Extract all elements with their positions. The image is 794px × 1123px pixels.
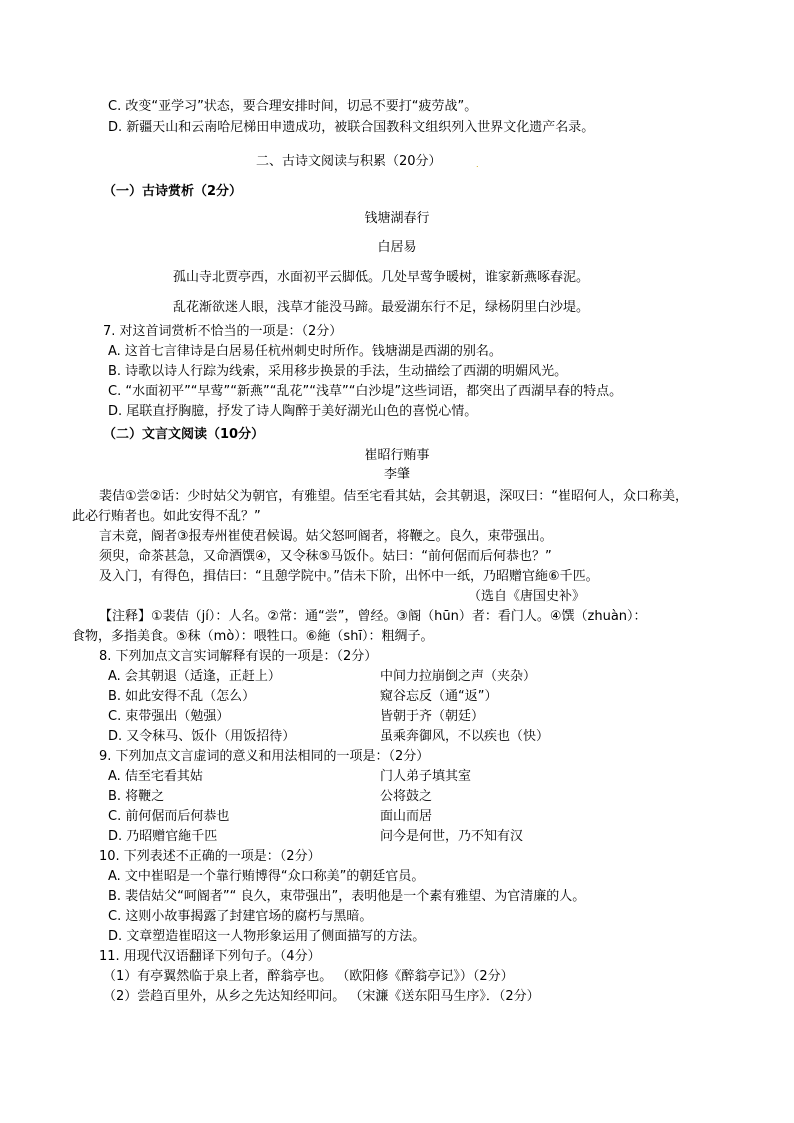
question-8-a-left: A. 会其朝退（适逢，正赶上） <box>108 669 281 684</box>
question-8: 8. 下列加点文言实词解释有误的一项是：（2分） <box>99 649 378 664</box>
question-11-item-2: （2）尝趋百里外，从乡之先达知经叩问。 （宋濂《送东阳马生序》．（2分） <box>103 989 540 1004</box>
option-d: D. 新疆天山和云南哈尼梯田申遗成功，被联合国教科文组织列入世界文化遗产名录。 <box>108 120 595 135</box>
poem-author: 白居易 <box>377 240 417 255</box>
poetry-heading: （一）古诗赏析（2分） <box>103 184 243 199</box>
passage-line-4: 须臾，命茶甚急，又命酒馔④，又令秣⑤马饭仆。姑曰：“前何倨而后何恭也？” <box>99 549 552 564</box>
question-8-d-left: D. 又令秣马、饭仆（用饭招待） <box>108 729 296 744</box>
classical-heading: （二）文言文阅读（10分） <box>103 427 265 442</box>
question-11: 11. 用现代汉语翻译下列句子。（4分） <box>99 949 321 964</box>
question-9-b-left: B. 将鞭之 <box>108 789 165 804</box>
passage-source: （选自《唐国史补》 <box>468 589 586 604</box>
section-title: 二、古诗文阅读与积累（20分） <box>256 154 442 169</box>
question-7-option-a: A. 这首七言律诗是白居易任杭州刺史时所作。钱塘湖是西湖的别名。 <box>108 344 502 359</box>
question-8-a-right: 中间力拉崩倒之声（夹杂） <box>380 669 537 684</box>
question-8-c-left: C. 束带强出（勉强） <box>108 709 230 724</box>
question-10: 10. 下列表述不正确的一项是：（2分） <box>99 849 321 864</box>
notes-line-1: 【注释】①裴佶（jí）：人名。②常：通“尝”，曾经。③阍（hūn）者：看门人。④馔（zhuàn）： <box>99 609 647 624</box>
poem-title: 钱塘湖春行 <box>364 211 430 226</box>
question-8-c-right: 皆朝于齐（朝廷） <box>380 709 485 724</box>
question-9-c-right: 面山而居 <box>380 809 433 824</box>
question-9-d-right: 问今是何世，乃不知有汉 <box>380 829 524 844</box>
question-10-option-d: D. 文章塑造崔昭这一人物形象运用了侧面描写的方法。 <box>108 929 426 944</box>
question-8-b-right: 窥谷忘反（通“返”） <box>380 689 498 704</box>
question-7-option-d: D. 尾联直抒胸臆，抒发了诗人陶醉于美好湖光山色的喜悦心情。 <box>108 404 478 419</box>
question-9-b-right: 公将鼓之 <box>380 789 433 804</box>
question-9: 9. 下列加点文言虚词的意义和用法相同的一项是：（2分） <box>99 749 430 764</box>
question-10-option-a: A. 文中崔昭是一个靠行贿博得“众口称美”的朝廷官员。 <box>108 869 425 884</box>
option-c: C. 改变“亚学习”状态，要合理安排时间，切忌不要打“疲劳战”。 <box>108 99 478 114</box>
stray-mark: . <box>476 160 479 169</box>
question-9-a-left: A. 佶至宅看其姑 <box>108 769 203 784</box>
question-7-option-c: C. “水面初平”“早莺”“新燕”“乱花”“浅草”“白沙堤”这些词语，都突出了西湖早春的特点。 <box>108 384 623 399</box>
question-9-a-right: 门人弟子填其室 <box>380 769 472 784</box>
passage-line-5: 及入门，有得色，揖佶曰：“且憩学院中。”佶未下阶，出怀中一纸，乃昭赠官絁⑥千匹。 <box>99 569 599 584</box>
poem-line-1: 孤山寺北贾亭西，水面初平云脚低。几处早莺争暖树，谁家新燕啄春泥。 <box>173 270 590 285</box>
question-7: 7. 对这首词赏析不恰当的一项是：（2分） <box>103 324 343 339</box>
passage-line-2: 此必行贿者也。如此安得不乱？” <box>72 509 261 524</box>
question-11-item-1: （1）有亭翼然临于泉上者，醉翁亭也。 （欧阳修《醉翁亭记》）（2分） <box>103 969 514 984</box>
question-9-c-left: C. 前何倨而后何恭也 <box>108 809 230 824</box>
question-8-b-left: B. 如此安得不乱（怎么） <box>108 689 256 704</box>
question-9-d-left: D. 乃昭赠官絁千匹 <box>108 829 218 844</box>
question-7-option-b: B. 诗歌以诗人行踪为线索，采用移步换景的手法，生动描绘了西湖的明媚风光。 <box>108 364 568 379</box>
poem-line-2: 乱花渐欲迷人眼，浅草才能没马蹄。最爱湖东行不足，绿杨阴里白沙堤。 <box>173 300 590 315</box>
question-10-option-c: C. 这则小故事揭露了封建官场的腐朽与黑暗。 <box>108 909 373 924</box>
question-10-option-b: B. 裴佶姑父“呵阍者”“ 良久，束带强出”，表明他是一个素有雅望、为官清廉的人。 <box>108 889 586 904</box>
notes-line-2: 食物，多指美食。⑤秣（mò）：喂牲口。⑥絁（shī）：粗绸子。 <box>72 629 434 644</box>
question-8-d-right: 虽乘奔御风，不以疾也（快） <box>380 729 550 744</box>
classical-author: 李肇 <box>383 467 410 482</box>
passage-line-3: 言未竟，阍者③报寿州崔使君候谒。姑父怒呵阍者，将鞭之。良久，束带强出。 <box>99 529 553 544</box>
classical-title: 崔昭行贿事 <box>364 448 430 463</box>
passage-line-1: 裴佶①尝②话：少时姑父为朝官，有雅望。佶至宅看其姑，会其朝退，深叹曰：“崔昭何人，众口称美， <box>99 489 689 504</box>
